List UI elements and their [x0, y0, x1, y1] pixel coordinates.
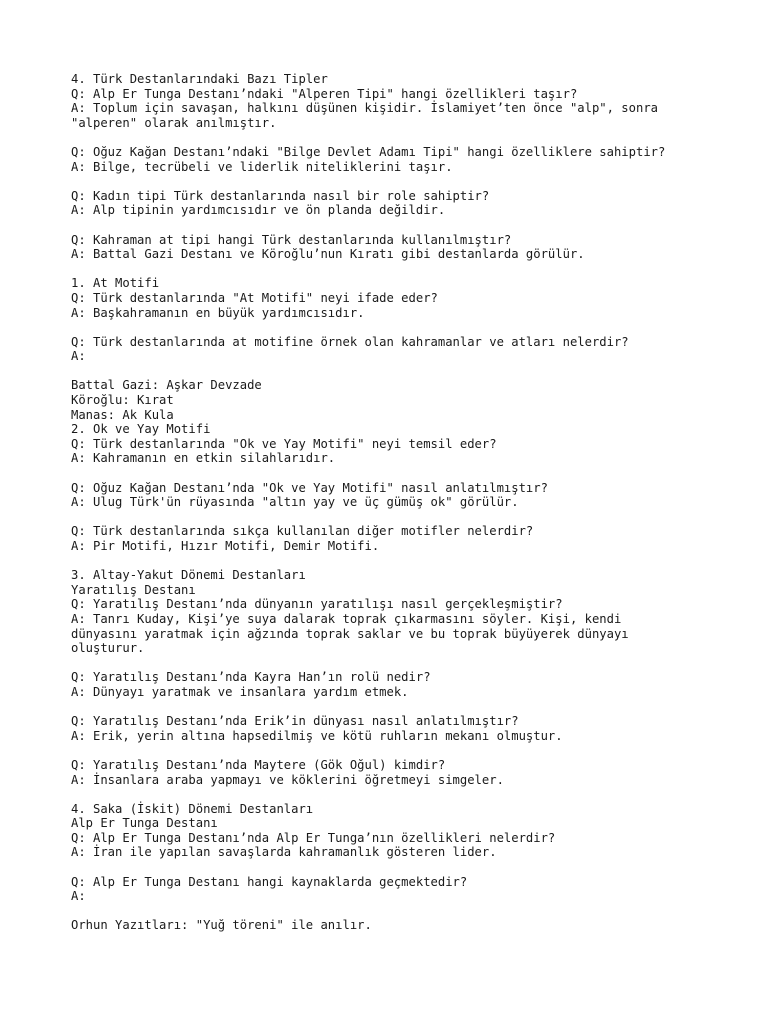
- text-line: A: Alp tipinin yardımcısıdır ve ön planda değildir.: [71, 203, 446, 218]
- text-line: dünyasını yaratmak için ağzında toprak saklar ve bu toprak büyüyerek dünyayı: [71, 626, 629, 641]
- text-line: A: Bilge, tecrübeli ve liderlik niteliklerini taşır.: [71, 159, 453, 174]
- text-line: Yaratılış Destanı: [71, 582, 196, 597]
- text-line: Q: Alp Er Tunga Destanı’nda Alp Er Tunga’nın özellikleri nelerdir?: [71, 830, 556, 845]
- blank-line: [71, 743, 711, 758]
- text-line: A: Tanrı Kuday, Kişi’ye suya dalarak toprak çıkarmasını söyler. Kişi, kendi: [71, 611, 622, 626]
- text-line: A: Ulug Türk'ün rüyasında "altın yay ve üç gümüş ok" görülür.: [71, 495, 519, 510]
- blank-line: [71, 320, 711, 335]
- text-line: A: Pir Motifi, Hızır Motifi, Demir Motifi.: [71, 539, 380, 553]
- text-line: A: Toplum için savaşan, halkını düşünen kişidir. İslamiyet’ten önce "alp", sonra: [71, 101, 658, 116]
- blank-line: [71, 466, 711, 481]
- blank-line: [71, 262, 711, 277]
- text-line: Manas: Ak Kula: [71, 407, 174, 422]
- blank-line: [71, 510, 711, 525]
- text-line: Q: Yaratılış Destanı’nda Erik’in dünyası nasıl anlatılmıştır?: [71, 714, 519, 729]
- text-line: 4. Saka (İskit) Dönemi Destanları: [71, 801, 314, 816]
- text-line: 2. Ok ve Yay Motifi: [71, 422, 211, 437]
- text-line: 3. Altay-Yakut Dönemi Destanları: [71, 568, 306, 583]
- blank-line: [71, 700, 711, 715]
- text-line: Q: Alp Er Tunga Destanı’ndaki "Alperen Tipi" hangi özellikleri taşır?: [71, 86, 578, 101]
- text-line: Q: Yaratılış Destanı’nda Maytere (Gök Oğul) kimdir?: [71, 757, 446, 772]
- text-line: Battal Gazi: Aşkar Devzade: [71, 378, 262, 393]
- text-line: A:: [71, 349, 86, 364]
- document-page: [71, 72, 711, 933]
- blank-line: [71, 860, 711, 875]
- text-line: Alp Er Tunga Destanı: [71, 816, 218, 831]
- text-line: Q: Türk destanlarında "At Motifi" neyi ifade eder?: [71, 290, 438, 305]
- text-line: Q: Türk destanlarında "Ok ve Yay Motifi" neyi temsil eder?: [71, 436, 497, 451]
- text-line: Q: Türk destanlarında sıkça kullanılan diğer motifler nelerdir?: [71, 524, 534, 539]
- text-line: "alperen" olarak anılmıştır.: [71, 115, 277, 130]
- text-line: Q: Yaratılış Destanı’nda Kayra Han’ın rolü nedir?: [71, 670, 431, 685]
- text-line: Q: Oğuz Kağan Destanı’nda "Ok ve Yay Motifi" nasıl anlatılmıştır?: [71, 480, 548, 495]
- text-line: Q: Kadın tipi Türk destanlarında nasıl bir role sahiptir?: [71, 188, 490, 203]
- blank-line: [71, 787, 711, 802]
- blank-line: [71, 364, 711, 379]
- text-line: A: Erik, yerin altına hapsedilmiş ve kötü ruhların mekanı olmuştur.: [71, 728, 563, 743]
- text-line: Q: Kahraman at tipi hangi Türk destanlarında kullanılmıştır?: [71, 232, 512, 247]
- text-line: A: İran ile yapılan savaşlarda kahramanlık gösteren lider.: [71, 845, 497, 860]
- blank-line: [71, 656, 711, 671]
- text-line: Q: Alp Er Tunga Destanı hangi kaynaklarda geçmektedir?: [71, 874, 468, 889]
- blank-line: [71, 130, 711, 145]
- text-line: 4. Türk Destanlarındaki Bazı Tipler: [71, 72, 328, 86]
- text-line: A: Başkahramanın en büyük yardımcısıdır.: [71, 305, 365, 320]
- text-line: Q: Türk destanlarında at motifine örnek olan kahramanlar ve atları nelerdir?: [71, 334, 629, 349]
- text-line: Orhun Yazıtları: "Yuğ töreni" ile anılır.: [71, 918, 372, 933]
- text-line: Köroğlu: Kırat: [71, 393, 174, 408]
- blank-line: [71, 554, 711, 569]
- text-line: oluşturur.: [71, 641, 145, 656]
- blank-line: [71, 904, 711, 919]
- text-line: A: Dünyayı yaratmak ve insanlara yardım etmek.: [71, 684, 409, 699]
- text-line: A:: [71, 889, 86, 904]
- text-line: Q: Oğuz Kağan Destanı’ndaki "Bilge Devlet Adamı Tipi" hangi özelliklere sahiptir?: [71, 144, 666, 159]
- text-line: A: Kahramanın en etkin silahlarıdır.: [71, 451, 336, 466]
- blank-line: [71, 218, 711, 233]
- text-line: A: Battal Gazi Destanı ve Köroğlu’nun Kıratı gibi destanlarda görülür.: [71, 247, 585, 262]
- text-line: Q: Yaratılış Destanı’nda dünyanın yaratılışı nasıl gerçekleşmiştir?: [71, 597, 563, 612]
- text-line: 1. At Motifi: [71, 276, 160, 291]
- text-line: A: İnsanlara araba yapmayı ve köklerini öğretmeyi simgeler.: [71, 772, 504, 787]
- blank-line: [71, 174, 711, 189]
